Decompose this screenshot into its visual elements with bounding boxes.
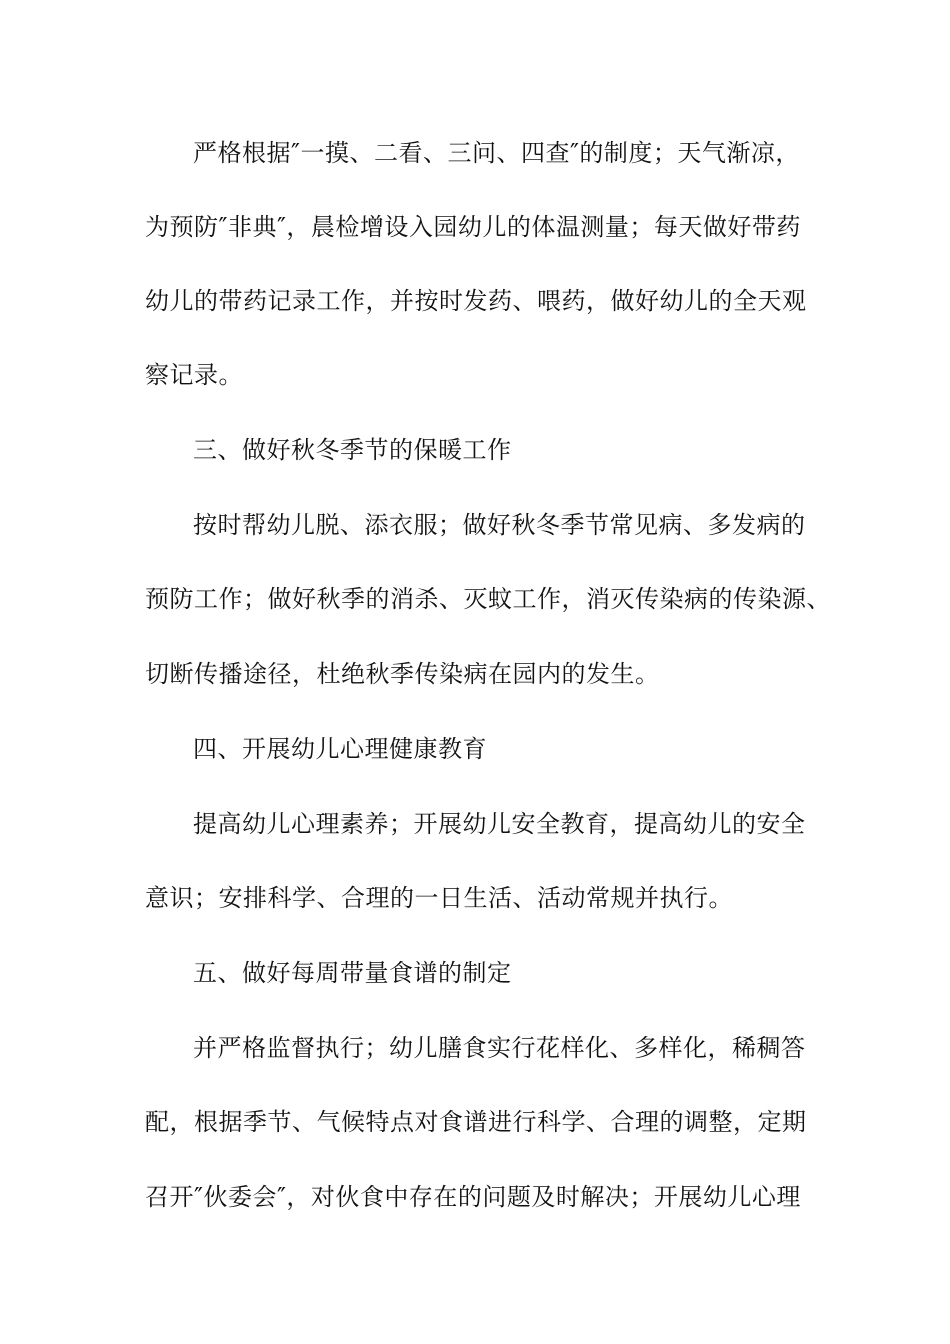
- paragraph-line: 为预防″非典″，晨检增设入园幼儿的体温测量；每天做好带药: [145, 213, 801, 241]
- paragraph-line: 按时帮幼儿脱、添衣服；做好秋冬季节常见病、多发病的: [193, 511, 806, 539]
- section-heading: 五、做好每周带量食谱的制定: [193, 959, 512, 987]
- paragraph-line: 切断传播途径，杜绝秋季传染病在园内的发生。: [145, 660, 660, 688]
- paragraph-line: 召开″伙委会″，对伙食中存在的问题及时解决；开展幼儿心理: [145, 1183, 801, 1211]
- section-heading: 三、做好秋冬季节的保暖工作: [193, 436, 512, 464]
- paragraph-line: 幼儿的带药记录工作，并按时发药、喂药，做好幼儿的全天观: [145, 287, 807, 315]
- paragraph-line: 严格根据″一摸、二看、三问、四查″的制度；天气渐凉，: [193, 139, 800, 167]
- paragraph-line: 意识；安排科学、合理的一日生活、活动常规并执行。: [145, 884, 733, 912]
- paragraph-line: 配，根据季节、气候特点对食谱进行科学、合理的调整，定期: [145, 1108, 807, 1136]
- section-heading: 四、开展幼儿心理健康教育: [193, 735, 487, 763]
- paragraph-line: 预防工作；做好秋季的消杀、灭蚊工作，消灭传染病的传染源、: [145, 585, 831, 613]
- paragraph-line: 并严格监督执行；幼儿膳食实行花样化、多样化，稀稠答: [193, 1034, 806, 1062]
- paragraph-line: 提高幼儿心理素养；开展幼儿安全教育，提高幼儿的安全: [193, 810, 806, 838]
- paragraph-line: 察记录。: [145, 361, 243, 389]
